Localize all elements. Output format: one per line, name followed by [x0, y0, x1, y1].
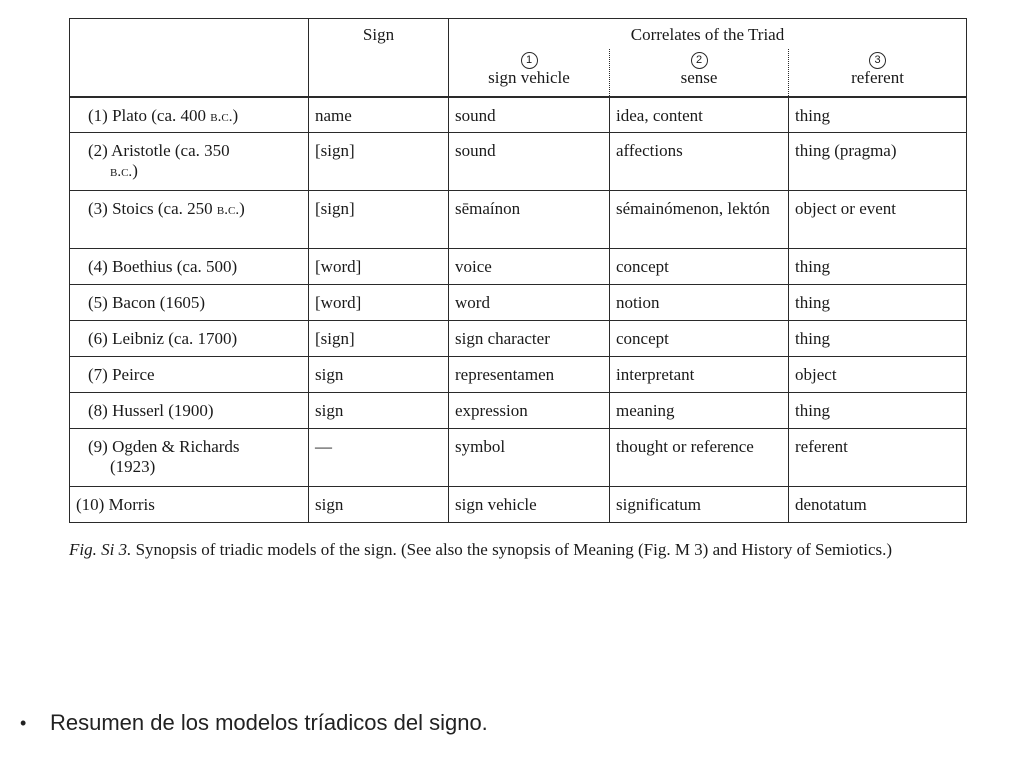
row-sign: [sign]: [309, 321, 449, 357]
bullet-icon: •: [20, 712, 27, 733]
triadic-models-table: [69, 18, 967, 523]
row-sign-vehicle: sēmaínon: [449, 191, 610, 249]
row-sign-vehicle: sound: [449, 133, 610, 191]
row-author-line: (1923): [110, 457, 156, 476]
row-sign: [word]: [309, 249, 449, 285]
table-row: [70, 133, 967, 191]
row-sign: [sign]: [309, 133, 449, 191]
header-sense-label: sense: [680, 67, 718, 87]
row-author: [70, 429, 309, 487]
row-sign: —: [309, 429, 449, 487]
row-author: [70, 97, 309, 133]
row-referent: thing: [789, 285, 967, 321]
table-row: [70, 321, 967, 357]
circled-number-2: 2: [691, 52, 708, 69]
row-author: [70, 249, 309, 285]
header-referent: [789, 49, 967, 97]
header-referent-label: referent: [851, 67, 904, 87]
row-sense: concept: [610, 321, 789, 357]
figure-label: Fig. Si 3.: [69, 540, 132, 559]
table-row: [70, 97, 967, 133]
row-sense: notion: [610, 285, 789, 321]
row-author: [70, 393, 309, 429]
row-referent: thing: [789, 97, 967, 133]
table-row: [70, 487, 967, 523]
table-row: [70, 357, 967, 393]
row-referent: thing: [789, 249, 967, 285]
header-sign: Sign: [309, 19, 449, 97]
table-row: [70, 249, 967, 285]
row-referent: thing: [789, 393, 967, 429]
row-sign: sign: [309, 487, 449, 523]
row-author-line: (1) Plato (ca. 400 b.c.): [88, 105, 239, 125]
row-referent: object or event: [789, 191, 967, 249]
row-referent: thing (pragma): [789, 133, 967, 191]
row-sign-vehicle: symbol: [449, 429, 610, 487]
row-sign: [word]: [309, 285, 449, 321]
row-sign: sign: [309, 357, 449, 393]
row-sign: [sign]: [309, 191, 449, 249]
row-sense: significatum: [610, 487, 789, 523]
row-sense: affections: [610, 133, 789, 191]
row-sense: sémainómenon, lektón: [610, 191, 789, 249]
row-author-line: (3) Stoics (ca. 250 b.c.): [88, 199, 245, 218]
row-sign-vehicle: expression: [449, 393, 610, 429]
row-author-line: (4) Boethius (ca. 500): [88, 257, 238, 276]
row-author-line: (7) Peirce: [88, 365, 155, 384]
row-author: [70, 487, 309, 523]
header-correlates: Correlates of the Triad: [449, 19, 967, 49]
row-referent: thing: [789, 321, 967, 357]
row-sign: name: [309, 97, 449, 133]
header-sign-vehicle-label: sign vehicle: [488, 67, 570, 87]
row-sign: sign: [309, 393, 449, 429]
row-sense: interpretant: [610, 357, 789, 393]
bullet-text: Resumen de los modelos tríadicos del signo.: [50, 710, 488, 735]
row-sign-vehicle: word: [449, 285, 610, 321]
row-sign-vehicle: voice: [449, 249, 610, 285]
row-author-line: (2) Aristotle (ca. 350: [88, 141, 230, 160]
table-row: [70, 285, 967, 321]
row-author-line: (10) Morris: [76, 495, 155, 514]
table-body: [70, 97, 967, 523]
caption-text: Synopsis of triadic models of the sign. (See also the synopsis of Meaning (Fig. M 3) and History of Semiotics.): [135, 540, 893, 559]
bullet-item: [20, 710, 488, 736]
row-sign-vehicle: sign vehicle: [449, 487, 610, 523]
row-sense: idea, content: [610, 97, 789, 133]
row-author: [70, 321, 309, 357]
circled-number-3: 3: [869, 52, 886, 69]
circled-number-1: 1: [521, 52, 538, 69]
table-row: [70, 191, 967, 249]
row-referent: referent: [789, 429, 967, 487]
header-sign-vehicle: [449, 49, 610, 97]
row-sign-vehicle: sound: [449, 97, 610, 133]
row-sign-vehicle: sign character: [449, 321, 610, 357]
row-author-line: (9) Ogden & Richards: [88, 437, 240, 456]
row-referent: denotatum: [789, 487, 967, 523]
row-author: [70, 285, 309, 321]
row-author-line: (6) Leibniz (ca. 1700): [88, 329, 238, 348]
table-row: [70, 393, 967, 429]
table-row: [70, 429, 967, 487]
header-blank-cell: [70, 19, 309, 97]
row-author-line: b.c.): [110, 161, 138, 180]
figure-caption: [69, 539, 969, 560]
row-sense: meaning: [610, 393, 789, 429]
row-referent: object: [789, 357, 967, 393]
row-sense: concept: [610, 249, 789, 285]
row-author-line: (8) Husserl (1900): [88, 401, 214, 420]
row-author-line: (5) Bacon (1605): [88, 293, 206, 312]
row-author: [70, 357, 309, 393]
row-author: [70, 133, 309, 191]
row-sign-vehicle: representamen: [449, 357, 610, 393]
row-author: [70, 191, 309, 249]
header-sense: [610, 49, 789, 97]
row-sense: thought or reference: [610, 429, 789, 487]
